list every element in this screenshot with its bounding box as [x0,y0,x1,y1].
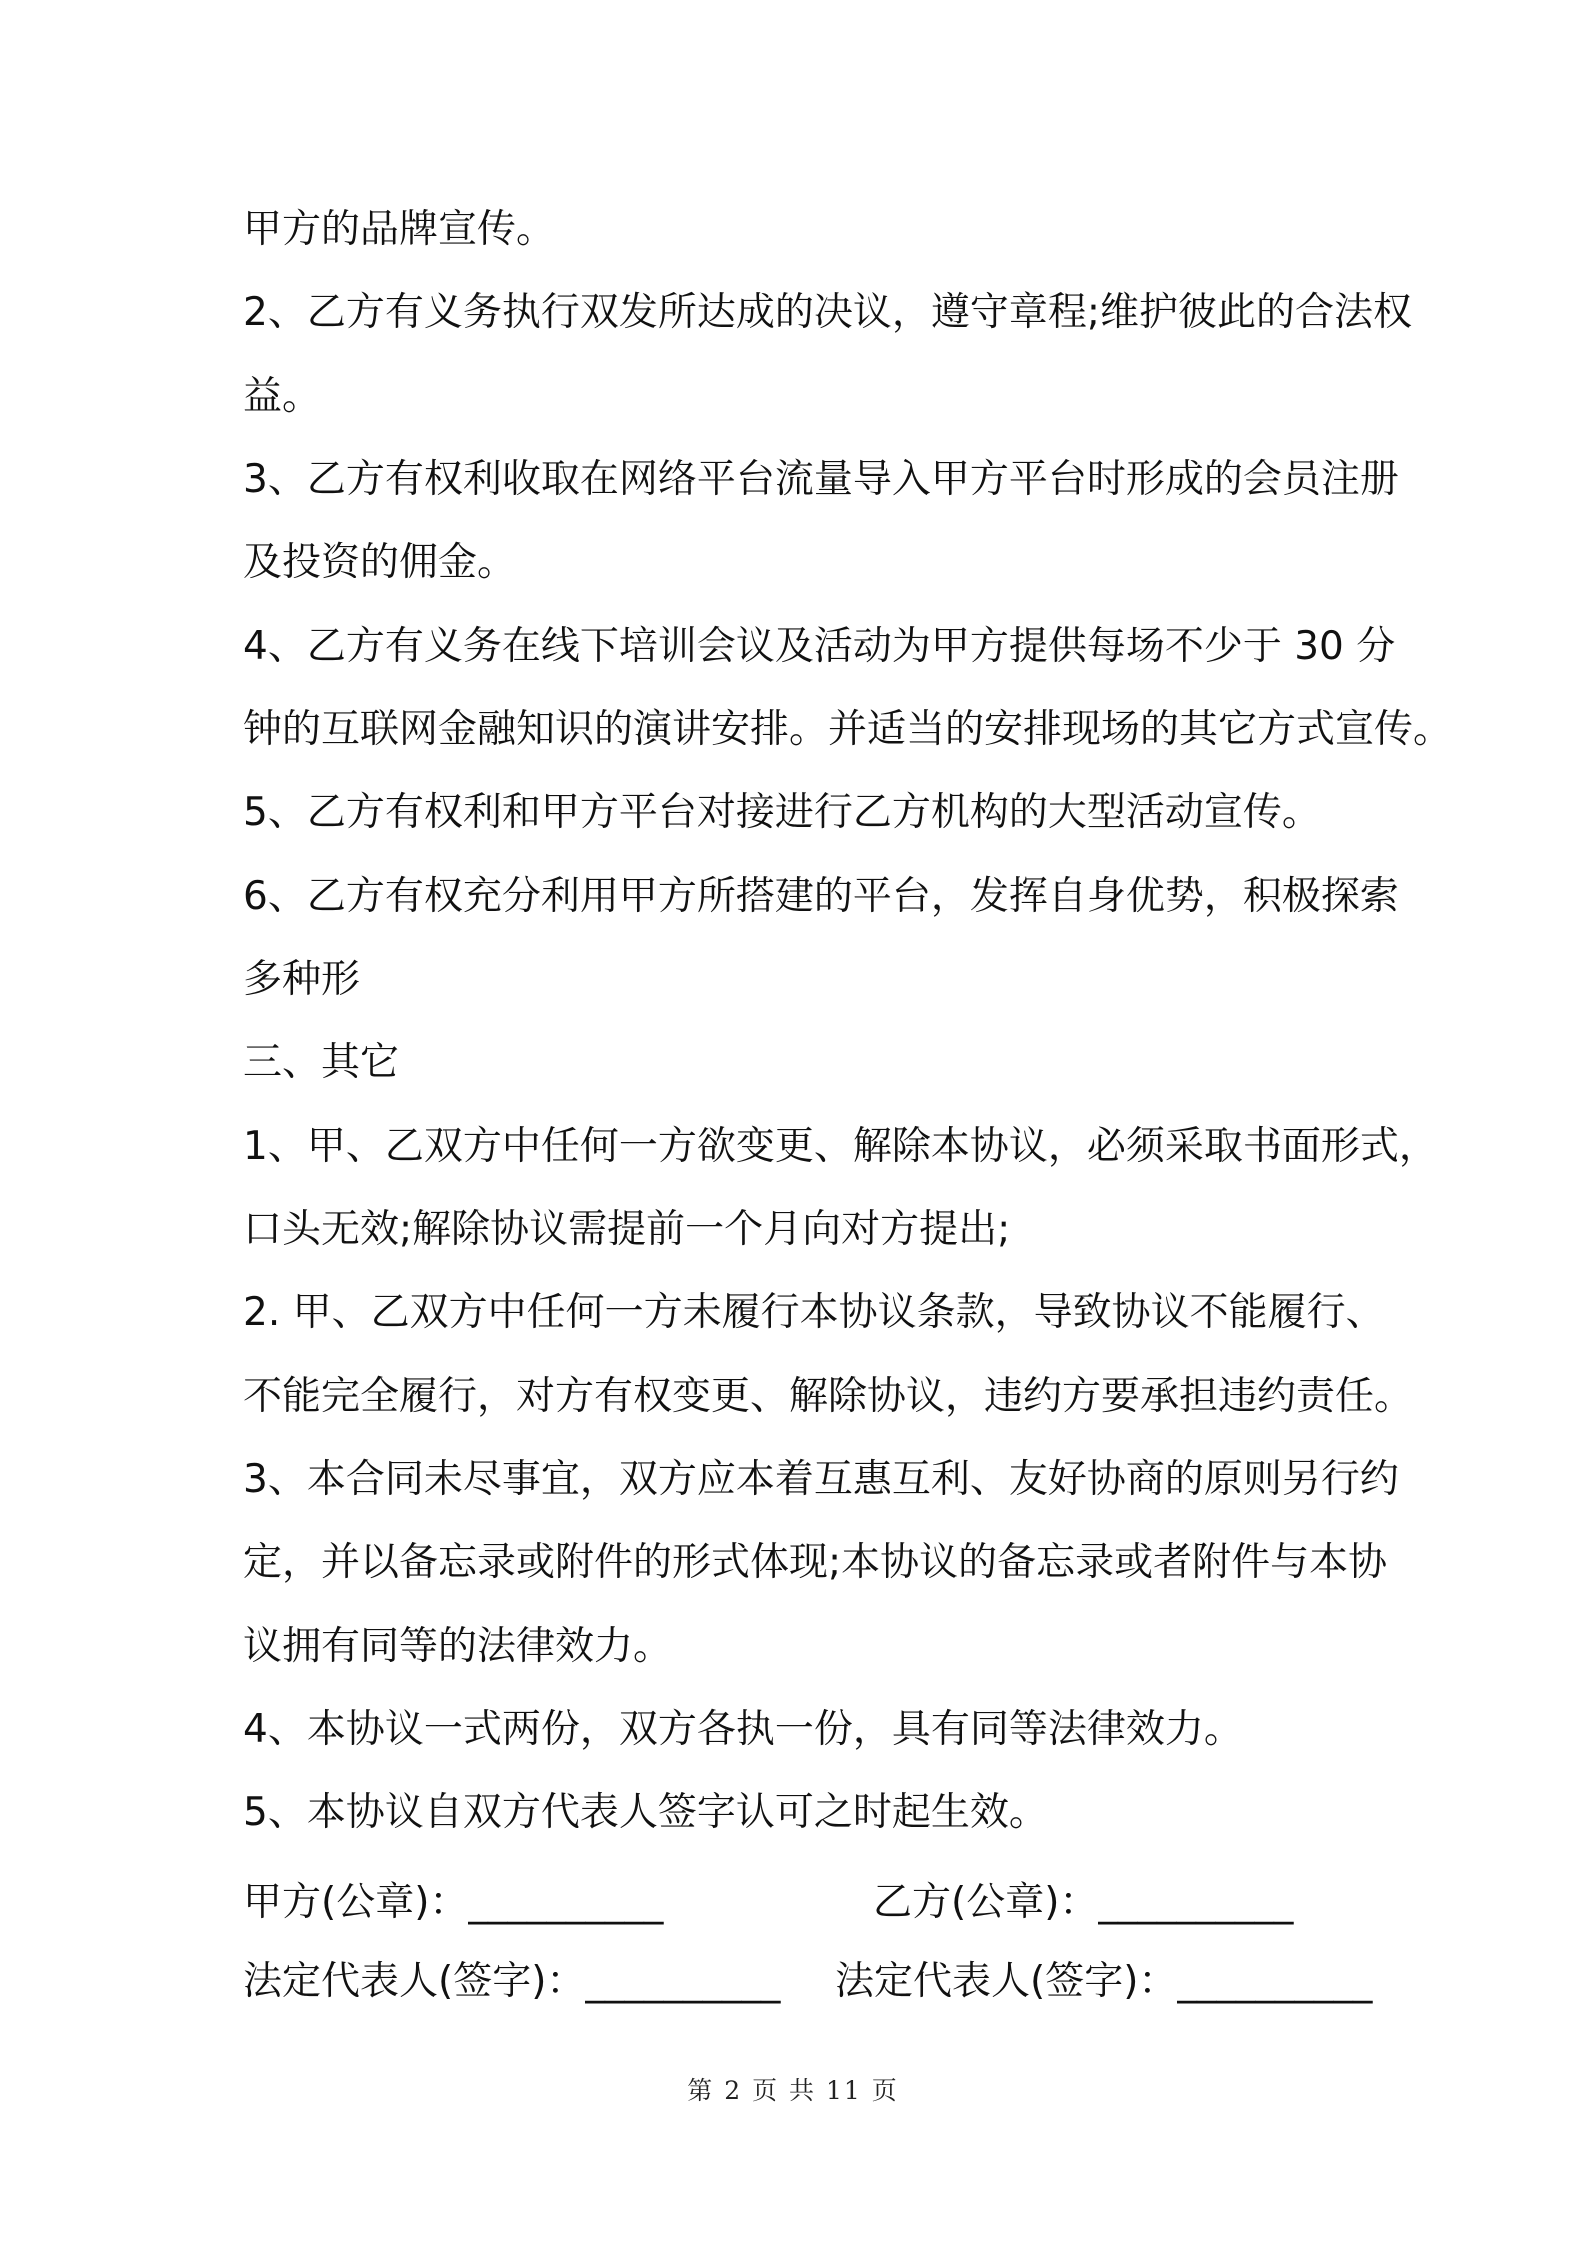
party-b-representative-field: 法定代表人(签字)：__________ [835,1959,1373,2004]
text-line: 甲方的品牌宣传。 [243,207,556,252]
party-a-seal-field: 甲方(公章)：__________ [243,1880,664,1925]
text-line: 6、乙方有权充分利用甲方所搭建的平台，发挥自身优势，积极探索 [243,874,1399,919]
party-b-seal-field: 乙方(公章)：__________ [873,1880,1294,1925]
text-line: 不能完全履行，对方有权变更、解除协议，违约方要承担违约责任。 [243,1374,1414,1419]
text-line: 1、甲、乙双方中任何一方欲变更、解除本协议，必须采取书面形式， [243,1124,1438,1169]
section-heading: 三、其它 [243,1040,400,1085]
text-line: 4、乙方有义务在线下培训会议及活动为甲方提供每场不少于 30 分 [243,624,1396,669]
text-line: 益。 [243,374,322,419]
text-line: 2、乙方有义务执行双发所达成的决议，遵守章程;维护彼此的合法权 [243,290,1412,335]
text-line: 3、本合同未尽事宜，双方应本着互惠互利、友好协商的原则另行约 [243,1457,1399,1502]
text-line: 口头无效;解除协议需提前一个月向对方提出; [243,1207,1011,1252]
text-line: 定，并以备忘录或附件的形式体现;本协议的备忘录或者附件与本协 [243,1540,1388,1585]
text-line: 5、本协议自双方代表人签字认可之时起生效。 [243,1790,1048,1835]
text-line: 议拥有同等的法律效力。 [243,1624,673,1669]
text-line: 5、乙方有权利和甲方平台对接进行乙方机构的大型活动宣传。 [243,790,1321,835]
page-number-footer: 第 2 页 共 11 页 [687,2076,899,2105]
text-line: 3、乙方有权利收取在网络平台流量导入甲方平台时形成的会员注册 [243,457,1399,502]
text-line: 及投资的佣金。 [243,540,517,585]
text-line: 钟的互联网金融知识的演讲安排。并适当的安排现场的其它方式宣传。 [243,707,1453,752]
text-line: 4、本协议一式两份，双方各执一份，具有同等法律效力。 [243,1707,1243,1752]
party-a-representative-field: 法定代表人(签字)：__________ [243,1959,781,2004]
text-line: 多种形 [243,957,361,1002]
text-line: 2. 甲、乙双方中任何一方未履行本协议条款，导致协议不能履行、 [243,1290,1385,1335]
